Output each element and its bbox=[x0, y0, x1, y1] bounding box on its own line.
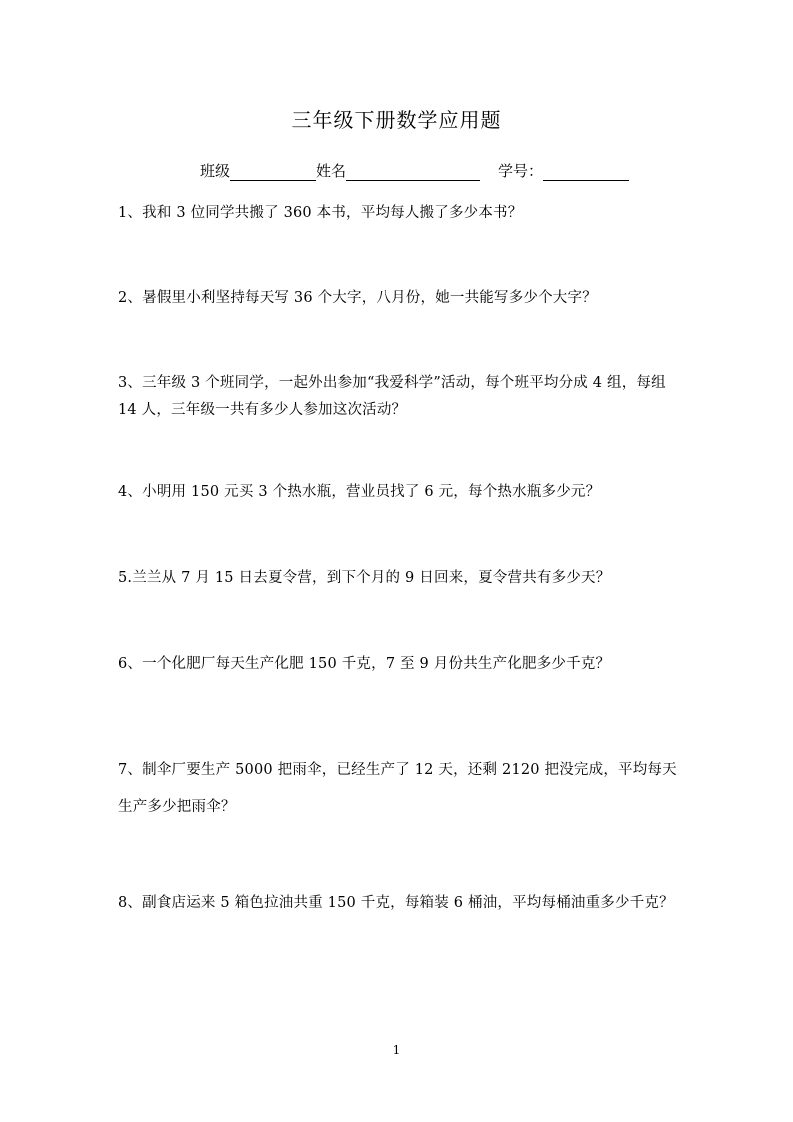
name-blank-line bbox=[346, 162, 480, 181]
page-title: 三年级下册数学应用题 bbox=[291, 108, 502, 132]
question-1: 1、我和 3 位同学共搬了 360 本书，平均每人搬了多少本书？ bbox=[118, 205, 523, 221]
student-info-row bbox=[200, 160, 629, 181]
student-no-label: 学号： bbox=[498, 162, 544, 180]
question-8: 8、副食店运来 5 箱色拉油共重 150 千克，每箱装 6 桶油，平均每桶油重多少千克？ bbox=[118, 895, 674, 911]
class-blank-line bbox=[230, 162, 316, 181]
question-7: 7、制伞厂要生产 5000 把雨伞，已经生产了 12 天，还剩 2120 把没完成，平均每天生产多少把雨伞？ bbox=[118, 762, 677, 815]
student-no-blank-line bbox=[543, 162, 629, 181]
question-4: 4、小明用 150 元买 3 个热水瓶，营业员找了 6 元，每个热水瓶多少元？ bbox=[118, 484, 601, 500]
class-label: 班级 bbox=[200, 162, 231, 180]
name-label: 姓名 bbox=[316, 162, 347, 180]
page-number: 1 bbox=[392, 1043, 401, 1057]
question-5: 5.兰兰从 7 月 15 日去夏令营，到下个月的 9 日回来，夏令营共有多少天？ bbox=[118, 570, 611, 586]
question-3: 3、三年级 3 个班同学，一起外出参加“我爱科学”活动，每个班平均分成 4 组，每组 14 人，三年级一共有多少人参加这次活动？ bbox=[118, 375, 666, 418]
question-6: 6、一个化肥厂每天生产化肥 150 千克，7 至 9 月份共生产化肥多少千克？ bbox=[118, 656, 611, 672]
question-2: 2、暑假里小利坚持每天写 36 个大字，八月份，她一共能写多少个大字？ bbox=[118, 290, 597, 306]
